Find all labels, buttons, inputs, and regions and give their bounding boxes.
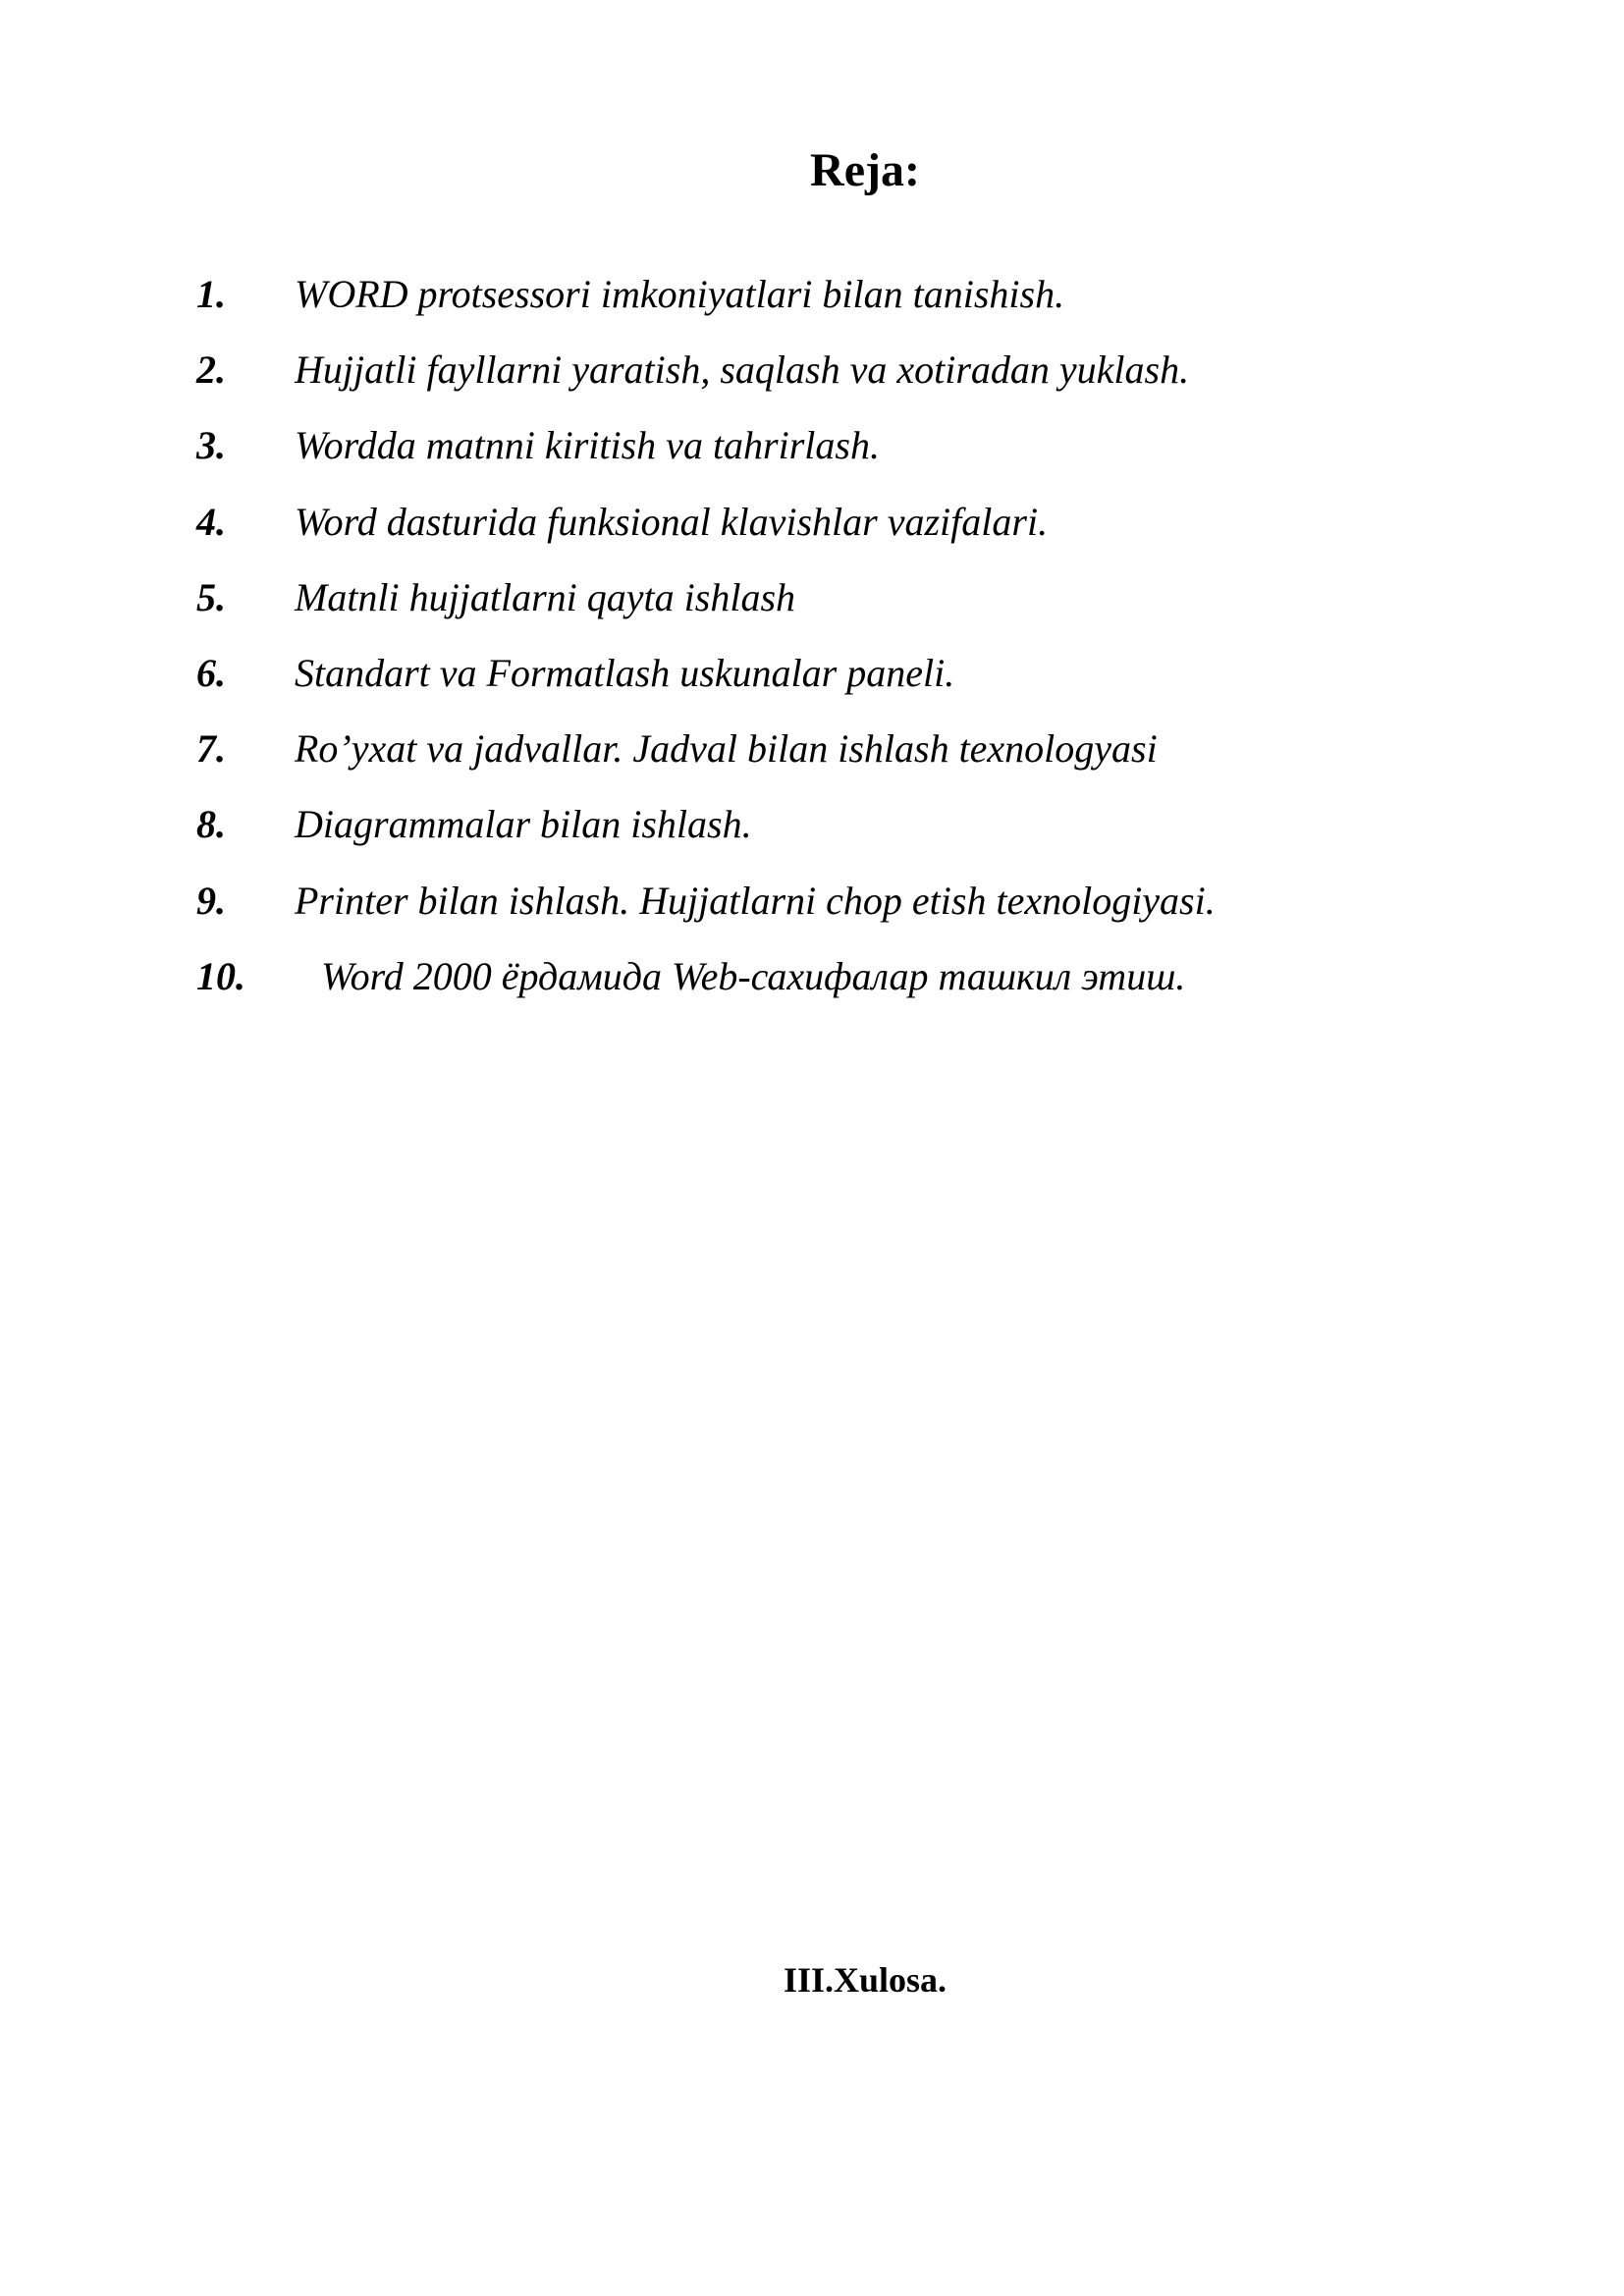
list-item-number: 2. xyxy=(196,347,226,393)
list-item-number: 9. xyxy=(196,878,226,923)
list-item-number: 8. xyxy=(196,802,226,847)
section-heading-conclusion: III.Xulosa. xyxy=(783,1960,947,2000)
list-item-text: WORD protsessori imkoniyatlari bilan tanishish. xyxy=(295,272,1065,316)
list-item-number: 5. xyxy=(196,574,226,619)
list-item-number: 3. xyxy=(196,423,226,468)
list-item-number: 10. xyxy=(196,953,245,998)
list-item-text: Hujjatli fayllarni yaratish, saqlash va xotiradan yuklash. xyxy=(295,347,1190,393)
list-item-text: Word 2000 ёрдамида Web-сахифалар ташкил этиш. xyxy=(321,953,1186,998)
list-item-number: 1. xyxy=(196,272,226,316)
list-item-text: Standart va Formatlash uskunalar paneli. xyxy=(295,650,955,695)
list-item-text: Printer bilan ishlash. Hujjatlarni chop etish texnologiyasi. xyxy=(295,878,1216,923)
page-title: Reja: xyxy=(810,144,920,196)
list-item-text: Wordda matnni kiritish va tahrirlash. xyxy=(295,423,880,468)
list-item-number: 6. xyxy=(196,650,226,695)
list-item-text: Word dasturida funksional klavishlar vazifalari. xyxy=(295,499,1049,544)
list-item-number: 4. xyxy=(196,499,226,544)
list-item-text: Ro’yxat va jadvallar. Jadval bilan ishlash texnologyasi xyxy=(295,726,1158,772)
list-item-number: 7. xyxy=(196,726,226,772)
list-item-text: Matnli hujjatlarni qayta ishlash xyxy=(295,574,796,619)
list-item-text: Diagrammalar bilan ishlash. xyxy=(295,802,752,847)
